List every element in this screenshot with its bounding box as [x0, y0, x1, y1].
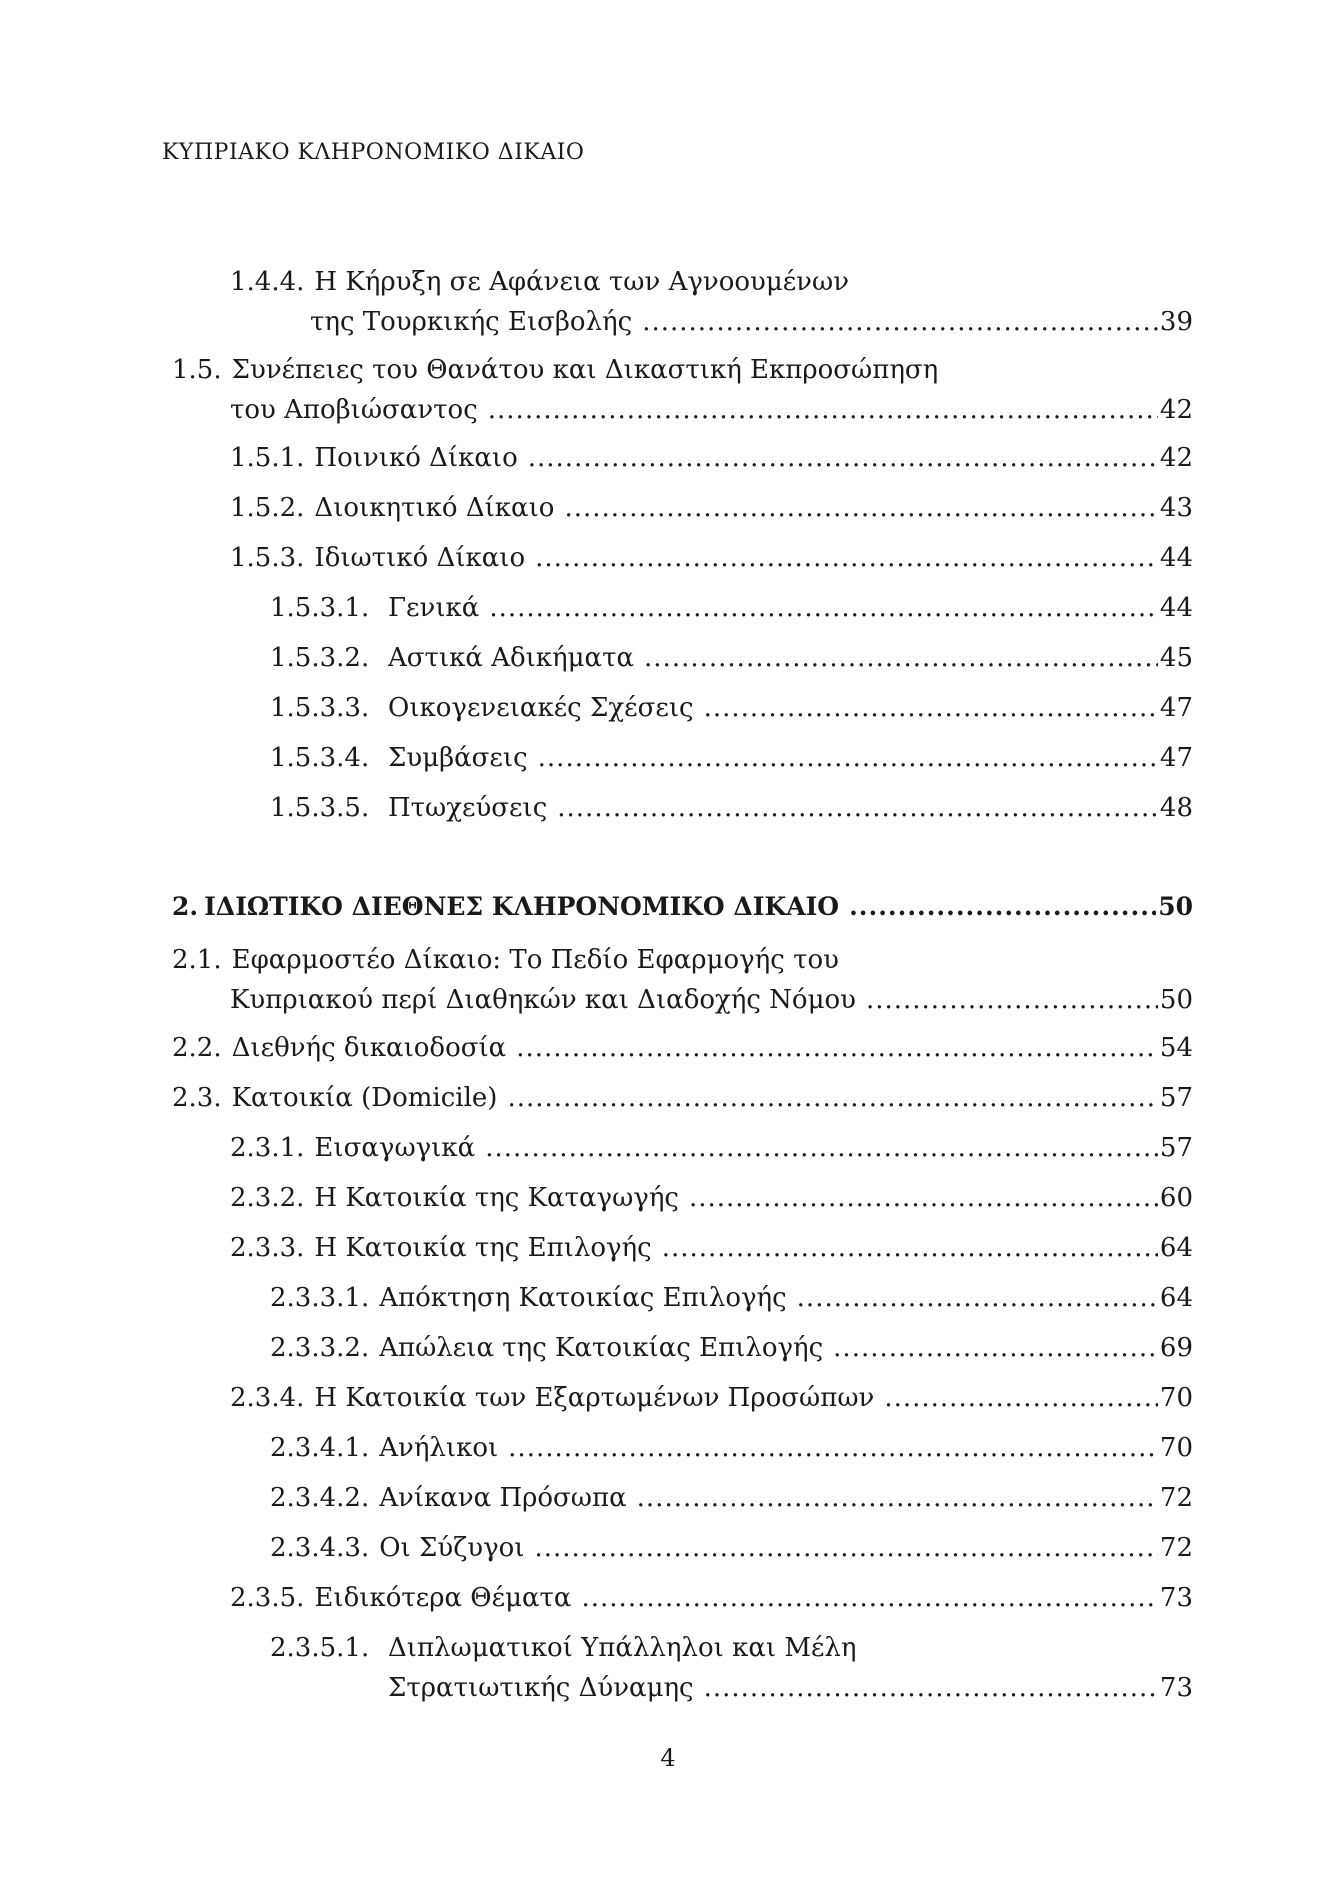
dot-leader	[637, 1478, 1158, 1518]
dot-leader	[642, 302, 1158, 342]
toc-entry[interactable]	[270, 638, 1193, 678]
toc-entry[interactable]	[172, 350, 1193, 430]
toc-entry[interactable]	[270, 1328, 1193, 1368]
toc-entry-page: 42	[1159, 443, 1193, 473]
toc-entry-title: ΙΔΙΩΤΙΚΟ ΔΙΕΘΝΕΣ ΚΛΗΡΟΝΟΜΙΚΟ ΔΙΚΑΙΟ	[204, 892, 840, 921]
toc-entry-number: 2.3.3.2.	[270, 1333, 370, 1363]
toc-entry-page: 54	[1159, 1033, 1193, 1063]
dot-leader	[557, 788, 1158, 828]
dot-leader	[538, 738, 1158, 778]
toc-entry-number: 1.5.3.4.	[270, 743, 370, 773]
toc-entry-page: 70	[1159, 1383, 1193, 1413]
dot-leader	[485, 1128, 1158, 1168]
dot-leader	[516, 1028, 1158, 1068]
toc-entry-number: 1.5.3.2.	[270, 643, 370, 673]
toc-entry[interactable]	[270, 1278, 1193, 1318]
dot-leader	[833, 1328, 1158, 1368]
toc-entry-page: 43	[1159, 493, 1193, 523]
toc-entry-title: Κατοικία (Domicile)	[231, 1083, 498, 1113]
toc-entry-title: Η Κήρυξη σε Αφάνεια των Αγνοουμένων	[314, 267, 849, 297]
toc-entry-number: 2.3.3.1.	[270, 1283, 370, 1313]
toc-entry-number: 2.1.	[172, 945, 222, 975]
toc-entry-title: Ανίκανα Πρόσωπα	[379, 1483, 627, 1513]
dot-leader	[689, 1178, 1158, 1218]
toc-entry-number: 1.5.3.1.	[270, 593, 370, 623]
toc-entry-number: 2.3.2.	[230, 1183, 305, 1213]
dot-leader	[508, 1428, 1158, 1468]
toc-entry[interactable]	[230, 1128, 1193, 1168]
dot-leader	[704, 688, 1158, 728]
toc-entry-title: Πτωχεύσεις	[388, 793, 548, 823]
toc-entry-page: 44	[1159, 543, 1193, 573]
dot-leader	[488, 390, 1158, 430]
toc-entry-title: Διεθνής δικαιοδοσία	[231, 1033, 507, 1063]
toc-entry-number: 2.3.4.	[230, 1383, 305, 1413]
dot-leader	[564, 488, 1157, 528]
toc-entry-number: 1.5.3.	[230, 543, 305, 573]
toc-entry-page: 50	[1159, 985, 1193, 1015]
toc-entry-title: Η Κατοικία των Εξαρτωμένων Προσώπων	[314, 1383, 875, 1413]
toc-entry-number: 2.	[172, 892, 199, 921]
toc-entry[interactable]	[230, 1228, 1193, 1268]
toc-entry-title-cont: της Τουρκικής Εισβολής	[310, 307, 633, 337]
toc-entry[interactable]	[270, 588, 1193, 628]
toc-entry-number: 2.2.	[172, 1033, 222, 1063]
dot-leader	[662, 1228, 1158, 1268]
toc-entry-title: Γενικά	[388, 593, 480, 623]
dot-leader	[849, 887, 1156, 927]
toc-entry-page: 70	[1159, 1433, 1193, 1463]
toc-entry-page: 64	[1159, 1233, 1193, 1263]
toc-entry[interactable]	[270, 738, 1193, 778]
dot-leader	[582, 1578, 1158, 1618]
toc-entry-number: 1.5.3.3.	[270, 693, 370, 723]
page-number: 4	[660, 1744, 676, 1772]
toc-entry-page: 57	[1159, 1083, 1193, 1113]
toc-entry-title-cont: του Αποβιώσαντος	[230, 395, 478, 425]
toc-entry-page: 50	[1158, 892, 1193, 921]
toc-entry-page: 48	[1159, 793, 1193, 823]
toc-entry[interactable]	[230, 1378, 1193, 1418]
dot-leader	[535, 538, 1158, 578]
toc-entry-page: 72	[1159, 1533, 1193, 1563]
dot-leader	[644, 638, 1158, 678]
toc-entry-title: Συμβάσεις	[388, 743, 528, 773]
toc-entry-title: Οι Σύζυγοι	[379, 1533, 525, 1563]
dot-leader	[866, 980, 1158, 1020]
toc-entry-number: 1.5.1.	[230, 443, 305, 473]
toc-entry[interactable]	[270, 788, 1193, 828]
toc-entry-page: 45	[1159, 643, 1193, 673]
toc-entry-title: Αστικά Αδικήματα	[388, 643, 635, 673]
toc-entry-title: Ειδικότερα Θέματα	[314, 1583, 572, 1613]
toc-entry-page: 47	[1159, 693, 1193, 723]
toc-entry-title: Συνέπειες του Θανάτου και Δικαστική Εκπροσώπηση	[231, 355, 939, 385]
toc-entry-page: 47	[1159, 743, 1193, 773]
toc-entry-page: 44	[1159, 593, 1193, 623]
toc-entry-page: 42	[1159, 395, 1193, 425]
toc-entry-page: 39	[1159, 307, 1193, 337]
toc-entry[interactable]	[270, 1528, 1193, 1568]
toc-entry-number: 2.3.3.	[230, 1233, 305, 1263]
toc-entry-page: 73	[1159, 1583, 1193, 1613]
dot-leader	[884, 1378, 1158, 1418]
toc-entry-title: Εισαγωγικά	[314, 1133, 476, 1163]
toc-entry-number: 2.3.4.3.	[270, 1533, 370, 1563]
dot-leader	[704, 1668, 1158, 1708]
toc-entry[interactable]	[270, 1478, 1193, 1518]
toc-entry-page: 64	[1159, 1283, 1193, 1313]
toc-entry-page: 73	[1159, 1673, 1193, 1703]
toc-entry-number: 1.5.2.	[230, 493, 305, 523]
toc-entry-title-cont: Στρατιωτικής Δύναμης	[388, 1673, 694, 1703]
toc-entry[interactable]	[230, 1178, 1193, 1218]
dot-leader	[507, 1078, 1157, 1118]
running-header: ΚΥΠΡΙΑΚΟ ΚΛΗΡΟΝΟΜΙΚΟ ΔΙΚΑΙΟ	[162, 140, 585, 165]
toc-entry-number: 1.5.	[172, 355, 222, 385]
toc-entry-page: 57	[1159, 1133, 1193, 1163]
toc-entry-title: Απόκτηση Κατοικίας Επιλογής	[379, 1283, 787, 1313]
toc-entry[interactable]	[230, 538, 1193, 578]
toc-entry[interactable]	[230, 1578, 1193, 1618]
toc-entry-number: 2.3.	[172, 1083, 222, 1113]
toc-entry-title: Η Κατοικία της Καταγωγής	[314, 1183, 679, 1213]
toc-entry[interactable]	[270, 1628, 1193, 1708]
dot-leader	[489, 588, 1158, 628]
dot-leader	[534, 1528, 1157, 1568]
toc-entry-title: Οικογενειακές Σχέσεις	[388, 693, 694, 723]
toc-chapter-entry[interactable]	[172, 887, 1193, 927]
toc-entry-title: Εφαρμοστέο Δίκαιο: Το Πεδίο Εφαρμογής του	[231, 945, 839, 975]
toc-entry-title: Απώλεια της Κατοικίας Επιλογής	[379, 1333, 824, 1363]
toc-entry[interactable]	[172, 940, 1193, 1020]
toc-entry[interactable]	[172, 1028, 1193, 1068]
toc-entry-number: 1.4.4.	[230, 267, 305, 297]
dot-leader	[528, 438, 1158, 478]
toc-entry[interactable]	[230, 438, 1193, 478]
toc-entry-number: 2.3.1.	[230, 1133, 305, 1163]
toc-entry-number: 2.3.5.	[230, 1583, 305, 1613]
toc-entry-title-cont: Κυπριακού περί Διαθηκών και Διαδοχής Νόμου	[230, 985, 856, 1015]
toc-entry[interactable]	[172, 1078, 1193, 1118]
toc-entry-number: 1.5.3.5.	[270, 793, 370, 823]
toc-entry[interactable]	[270, 1428, 1193, 1468]
toc-entry-title: Ποινικό Δίκαιο	[314, 443, 518, 473]
toc-entry-title: Ιδιωτικό Δίκαιο	[314, 543, 526, 573]
toc-entry-page: 60	[1159, 1183, 1193, 1213]
toc-entry[interactable]	[230, 262, 1193, 342]
toc-entry-page: 72	[1159, 1483, 1193, 1513]
toc-entry[interactable]	[230, 488, 1193, 528]
toc-entry-title: Η Κατοικία της Επιλογής	[314, 1233, 652, 1263]
dot-leader	[797, 1278, 1158, 1318]
toc-entry-number: 2.3.5.1.	[270, 1633, 370, 1663]
toc-entry-title: Διπλωματικοί Υπάλληλοι και Μέλη	[388, 1633, 857, 1663]
toc-entry-title: Διοικητικό Δίκαιο	[314, 493, 555, 523]
toc-entry[interactable]	[270, 688, 1193, 728]
toc-entry-page: 69	[1159, 1333, 1193, 1363]
toc-entry-title: Ανήλικοι	[379, 1433, 499, 1463]
toc-entry-number: 2.3.4.2.	[270, 1483, 370, 1513]
toc-entry-number: 2.3.4.1.	[270, 1433, 370, 1463]
